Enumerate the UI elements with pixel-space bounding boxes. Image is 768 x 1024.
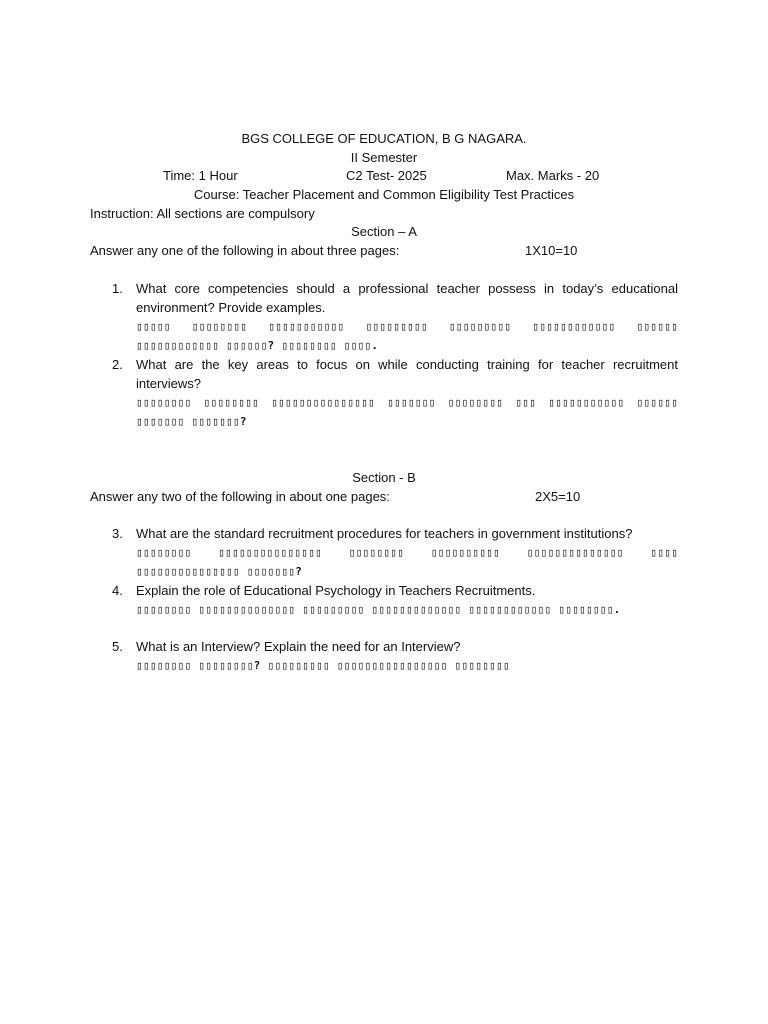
question-number: 3. (112, 526, 123, 541)
question-text-kannada: ▯▯▯▯▯▯▯▯ ▯▯▯▯▯▯▯▯? ▯▯▯▯▯▯▯▯▯ ▯▯▯▯▯▯▯▯▯▯▯▯▯▯▯▯ ▯▯▯▯▯▯▯▯ (136, 659, 510, 672)
question-text-en-cont: interviews? (136, 376, 202, 391)
question-text-kannada-cont: ▯▯▯▯▯▯▯ ▯▯▯▯▯▯▯? (136, 415, 247, 428)
course-title: Course: Teacher Placement and Common Eligibility Test Practices (193, 187, 575, 202)
max-marks: Max. Marks - 20 (506, 168, 600, 183)
section-b-instruction: Answer any two of the following in about one pages: (90, 489, 390, 504)
question-text-en-cont: environment? Provide examples. (136, 300, 326, 315)
question-number: 1. (112, 281, 123, 296)
question-text-kannada: ▯▯▯▯▯▯▯▯ ▯▯▯▯▯▯▯▯▯▯▯▯▯▯ ▯▯▯▯▯▯▯▯▯ ▯▯▯▯▯▯▯▯▯▯▯▯▯ ▯▯▯▯▯▯▯▯▯▯▯▯ ▯▯▯▯▯▯▯▯. (136, 603, 621, 616)
question-number: 2. (112, 357, 123, 372)
test-name: C2 Test- 2025 (346, 168, 427, 183)
question-number: 5. (112, 639, 123, 654)
question-text-kannada-cont: ▯▯▯▯▯▯▯▯▯▯▯▯▯▯▯ ▯▯▯▯▯▯▯? (136, 565, 303, 578)
question-text-kannada: ▯▯▯▯▯▯▯▯ ▯▯▯▯▯▯▯▯▯▯▯▯▯▯▯ ▯▯▯▯▯▯▯▯ ▯▯▯▯▯▯▯▯▯▯ ▯▯▯▯▯▯▯▯▯▯▯▯▯▯ ▯▯▯▯ (136, 546, 678, 559)
section-b-marks: 2X5=10 (535, 489, 581, 504)
section-a-marks: 1X10=10 (525, 243, 578, 258)
section-a-instruction: Answer any one of the following in about three pages: (90, 243, 400, 258)
section-b-title: Section - B (352, 470, 416, 485)
question-text-en: What core competencies should a professional teacher possess in today’s educational (136, 281, 678, 296)
question-number: 4. (112, 583, 123, 598)
question-text-en: Explain the role of Educational Psychology in Teachers Recruitments. (136, 583, 536, 598)
question-text-en: What are the standard recruitment procedures for teachers in government institutions? (136, 526, 633, 541)
question-text-en: What is an Interview? Explain the need for an Interview? (136, 639, 461, 654)
section-a-title: Section – A (351, 224, 417, 239)
question-text-kannada-cont: ▯▯▯▯▯▯▯▯▯▯▯▯ ▯▯▯▯▯▯? ▯▯▯▯▯▯▯▯ ▯▯▯▯. (136, 339, 379, 352)
question-text-kannada: ▯▯▯▯▯ ▯▯▯▯▯▯▯▯ ▯▯▯▯▯▯▯▯▯▯▯ ▯▯▯▯▯▯▯▯▯ ▯▯▯▯▯▯▯▯▯ ▯▯▯▯▯▯▯▯▯▯▯▯ ▯▯▯▯▯▯ (136, 320, 678, 333)
semester: II Semester (350, 150, 418, 165)
question-text-en: What are the key areas to focus on while conducting training for teacher recruitment (136, 357, 678, 372)
question-text-kannada: ▯▯▯▯▯▯▯▯ ▯▯▯▯▯▯▯▯ ▯▯▯▯▯▯▯▯▯▯▯▯▯▯▯ ▯▯▯▯▯▯▯ ▯▯▯▯▯▯▯▯ ▯▯▯ ▯▯▯▯▯▯▯▯▯▯▯ ▯▯▯▯▯▯ (136, 396, 678, 409)
instruction: Instruction: All sections are compulsory (90, 206, 315, 221)
college-name: BGS COLLEGE OF EDUCATION, B G NAGARA. (241, 131, 527, 146)
time: Time: 1 Hour (163, 168, 238, 183)
